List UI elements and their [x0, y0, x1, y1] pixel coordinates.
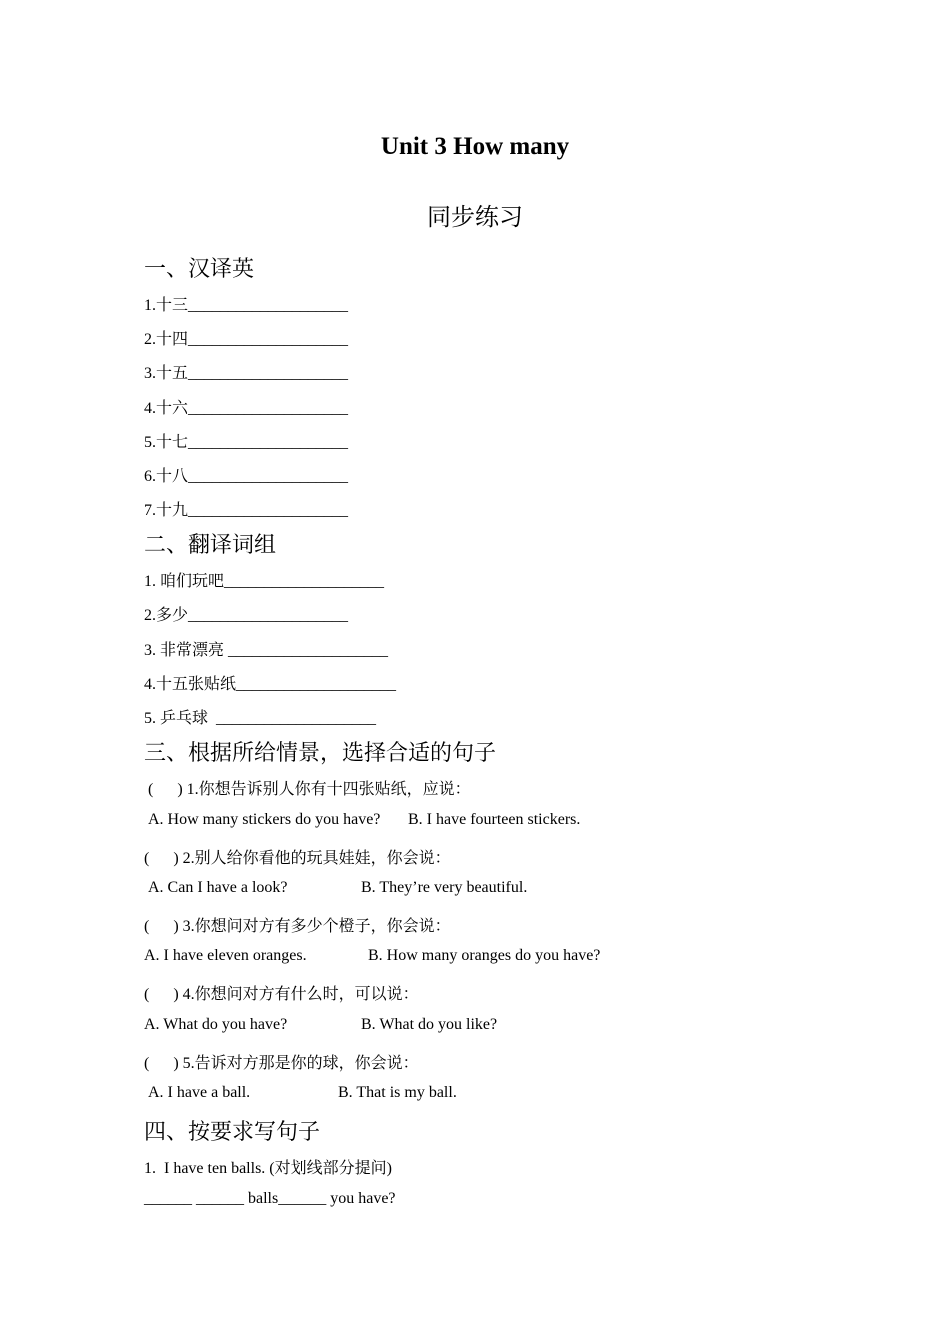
section-2-heading: 二、翻译词组 [144, 532, 277, 557]
page-subtitle: 同步练习 [427, 205, 523, 231]
question-1: ( ) 1.你想告诉别人你有十四张贴纸，应说： [144, 781, 471, 798]
list-item: 2.十四____________________ [144, 331, 349, 348]
list-item: 7.十九____________________ [144, 502, 349, 519]
list-item: 4.十六____________________ [144, 400, 349, 417]
section-1-heading: 一、汉译英 [144, 256, 255, 281]
list-item: 5. 乒乓球 ____________________ [144, 710, 377, 727]
section-4-heading: 四、按要求写句子 [144, 1119, 321, 1144]
question-4: ( ) 4.你想问对方有什么时，可以说： [144, 986, 419, 1003]
list-item: 2.多少____________________ [144, 607, 349, 624]
question-3: ( ) 3.你想问对方有多少个橙子，你会说： [144, 918, 451, 935]
list-item: 1. 咱们玩吧____________________ [144, 573, 385, 590]
section-3-heading: 三、根据所给情景，选择合适的句子 [144, 740, 497, 765]
page-title: Unit 3 How many [380, 133, 570, 160]
list-item: 3. 非常漂亮 ____________________ [144, 642, 389, 659]
option-b: B. How many oranges do you have? [368, 947, 601, 964]
option-a: A. I have a ball. [148, 1084, 251, 1101]
answer-line: ______ ______ balls______ you have? [144, 1190, 396, 1207]
option-b: B. I have fourteen stickers. [408, 811, 581, 828]
option-a: A. How many stickers do you have? [148, 811, 381, 828]
list-item: 1. I have ten balls. (对划线部分提问) [144, 1160, 392, 1177]
list-item: 5.十七____________________ [144, 434, 349, 451]
list-item: 6.十八____________________ [144, 468, 349, 485]
question-2: ( ) 2.别人给你看他的玩具娃娃，你会说： [144, 850, 451, 867]
option-b: B. That is my ball. [338, 1084, 457, 1101]
option-b: B. What do you like? [361, 1016, 498, 1033]
question-5: ( ) 5.告诉对方那是你的球，你会说： [144, 1055, 419, 1072]
option-b: B. They’re very beautiful. [361, 879, 528, 896]
option-a: A. I have eleven oranges. [144, 947, 307, 964]
list-item: 1.十三____________________ [144, 297, 349, 314]
option-a: A. What do you have? [144, 1016, 288, 1033]
list-item: 3.十五____________________ [144, 365, 349, 382]
list-item: 4.十五张贴纸____________________ [144, 676, 397, 693]
option-a: A. Can I have a look? [148, 879, 288, 896]
